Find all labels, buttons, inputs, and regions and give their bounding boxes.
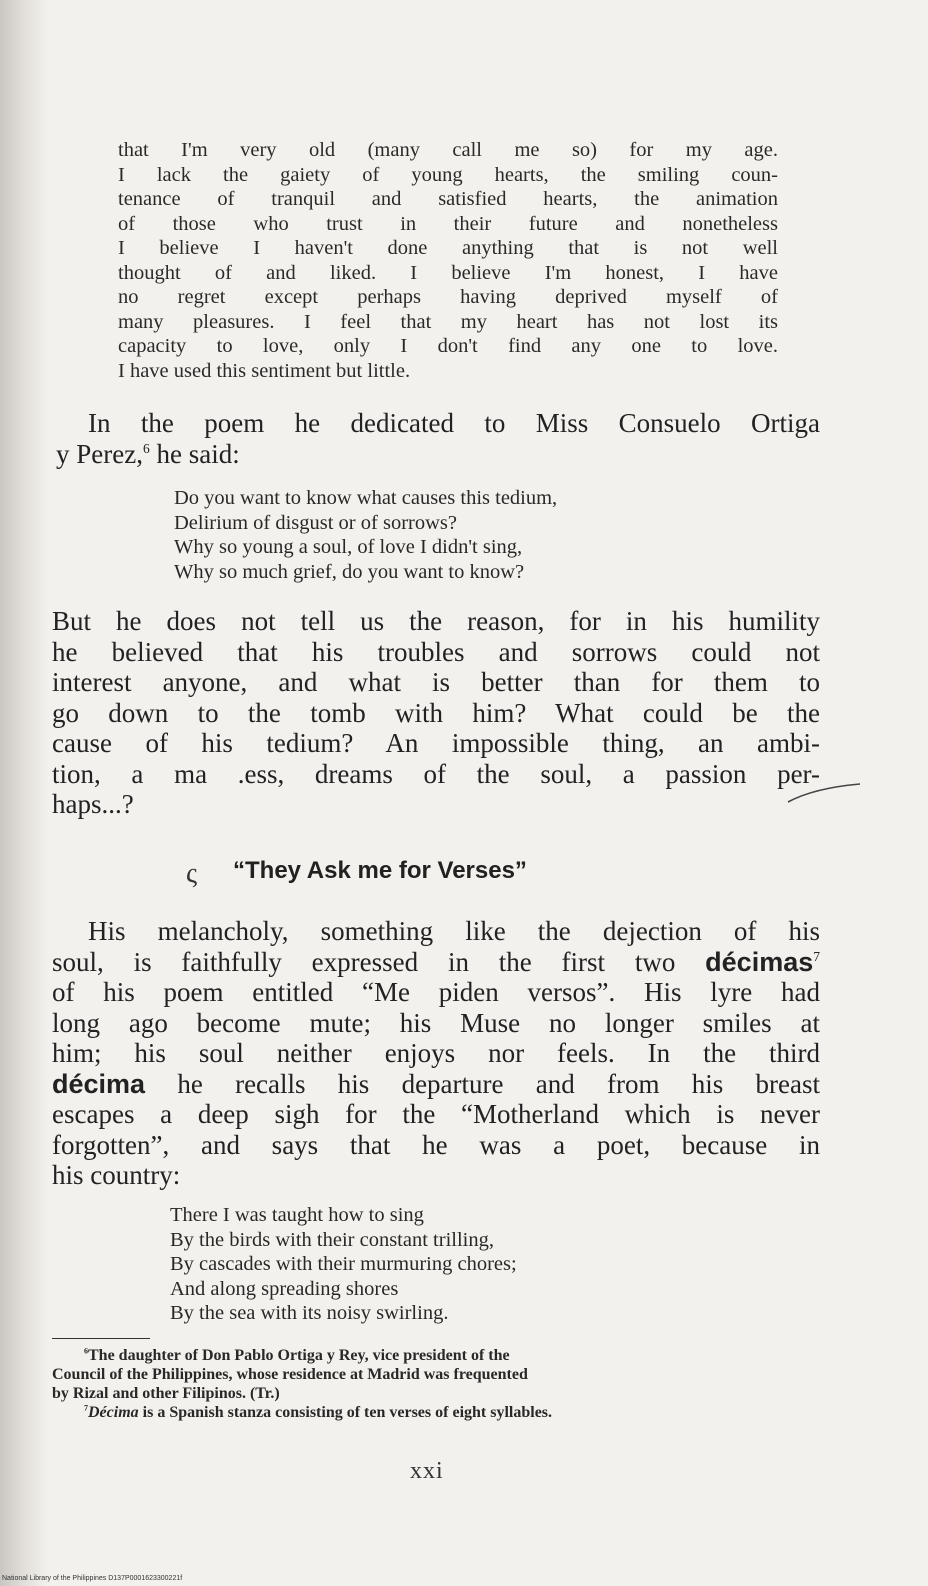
verse-line: Why so much grief, do you want to know?	[174, 560, 525, 583]
paragraph-line: haps...?	[52, 789, 134, 819]
paragraph-line: of his poem entitled “Me piden versos”. His lyre had	[52, 977, 820, 1007]
paragraph-line: cause of his tedium? An impossible thing, an ambi-	[52, 728, 820, 758]
footnote-ref: 7	[813, 948, 820, 964]
footnote-text: The daughter of Don Pablo Ortiga y Rey, vice president of the	[88, 1347, 510, 1364]
pencil-mark	[784, 780, 864, 806]
paragraph-line: His melancholy, something like the dejection of his	[88, 916, 820, 946]
verse-stanza-birds	[170, 1203, 517, 1326]
verse-line: And along spreading shores	[170, 1277, 399, 1300]
paragraph-text: he recalls his departure and from his breast	[145, 1068, 820, 1099]
term-decima-italic: Décima	[88, 1404, 139, 1421]
paragraph-line: But he does not tell us the reason, for in his humility	[52, 606, 820, 636]
verse-line: Do you want to know what causes this tedium,	[174, 487, 558, 509]
paragraph-line: long ago become mute; his Muse no longer smiles at	[52, 1007, 820, 1038]
footnote-ref: 6	[142, 440, 150, 456]
footnote-text: is a Spanish stanza consisting of ten verses of eight syllables.	[138, 1404, 553, 1421]
paragraph-line	[52, 947, 820, 978]
footnotes	[52, 1346, 820, 1422]
quote-line: that I'm very old (many call me so) for my age.	[118, 139, 778, 161]
quote-line: I believe I haven't done anything that is not well	[118, 237, 778, 259]
quote-line: thought of and liked. I believe I'm honest, I have	[118, 261, 778, 284]
verse-line: Delirium of disgust or of sorrows?	[174, 511, 457, 534]
quote-line: tenance of tranquil and satisfied hearts, the animation	[118, 188, 778, 210]
footnote-mark: 6	[84, 1346, 88, 1356]
paragraph-line: forgotten”, and says that he was a poet, because in	[52, 1129, 820, 1160]
footnote-divider	[52, 1338, 150, 1339]
quote-line: many pleasures. I feel that my heart has not lost its	[118, 310, 778, 333]
verse-line: Why so young a soul, of love I didn't sing,	[174, 536, 523, 558]
paragraph-line: he believed that his troubles and sorrows could not	[52, 636, 820, 667]
footnote-7-line	[52, 1403, 820, 1422]
letter-quote	[118, 138, 778, 383]
verse-line: By the sea with its noisy swirling.	[170, 1302, 449, 1324]
paragraph-melancholy	[52, 916, 820, 1191]
verse-stanza-tedium	[174, 486, 557, 584]
term-decima: décima	[52, 1068, 146, 1099]
paragraph-line: go down to the tomb with him? What could be the	[52, 697, 820, 728]
paragraph-line: In the poem he dedicated to Miss Consuelo Ortiga	[88, 408, 820, 438]
paragraph-line	[56, 439, 820, 470]
footnote-mark: 7	[84, 1403, 88, 1413]
paragraph-dedication	[56, 408, 820, 469]
paragraph-line: him; his soul neither enjoys nor feels. In the third	[52, 1038, 820, 1068]
scan-credit: National Library of the Philippines D137P0001623300221f	[2, 1575, 183, 1582]
section-heading: “They Ask me for Verses”	[233, 857, 527, 884]
verse-line: By the birds with their constant trilling,	[170, 1228, 494, 1251]
paragraph-line: interest anyone, and what is better than for them to	[52, 667, 820, 697]
page-edge-shadow	[0, 0, 48, 1586]
term-decimas: décimas	[705, 946, 814, 977]
footnote-6-line: Council of the Philippines, whose residence at Madrid was frequented	[52, 1366, 528, 1383]
paragraph-line: his country:	[52, 1160, 181, 1190]
quote-line: I have used this sentiment but little.	[118, 359, 411, 382]
verse-line: There I was taught how to sing	[170, 1204, 424, 1226]
footnote-6-line	[52, 1346, 820, 1365]
footnote-6-line: by Rizal and other Filipinos. (Tr.)	[52, 1385, 280, 1402]
page-number: xxi	[410, 1458, 444, 1484]
quote-line: of those who trust in their future and nonetheless	[118, 212, 778, 235]
verse-line: By cascades with their murmuring chores;	[170, 1253, 517, 1275]
paragraph-line	[52, 1069, 820, 1100]
paragraph-text: he said:	[149, 438, 240, 469]
paragraph-line: tion, a ma .ess, dreams of the soul, a passion per-	[52, 758, 820, 789]
paragraph-reason	[52, 606, 820, 820]
paragraph-text: y Perez,	[56, 438, 143, 469]
paragraph-line: escapes a deep sigh for the “Motherland which is never	[52, 1099, 820, 1129]
quote-line: no regret except perhaps having deprived myself of	[118, 286, 778, 308]
paragraph-text: soul, is faithfully expressed in the first two	[52, 946, 706, 977]
quote-line: capacity to love, only I don't find any one to love.	[118, 335, 778, 357]
pencil-mark-symbol: ς	[186, 858, 198, 889]
quote-line: I lack the gaiety of young hearts, the smiling coun-	[118, 163, 778, 186]
